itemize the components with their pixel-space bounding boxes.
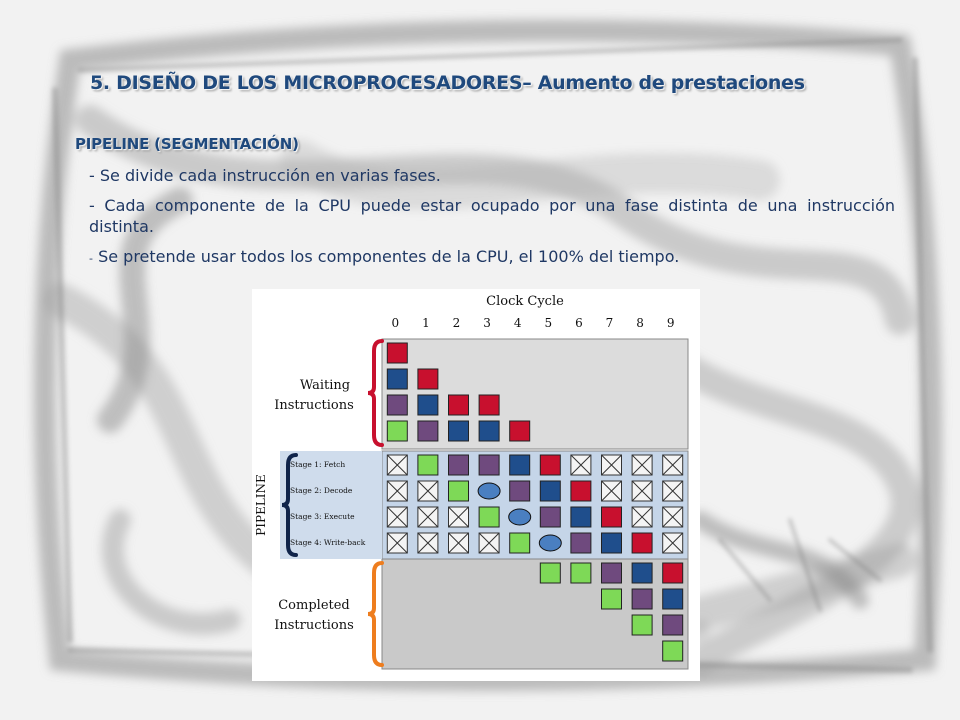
slide-subtitle: PIPELINE (SEGMENTACIÓN) bbox=[75, 135, 299, 153]
waiting-instruction-cell bbox=[449, 421, 469, 441]
cycle-number: 1 bbox=[422, 316, 430, 330]
cycle-number: 6 bbox=[575, 316, 583, 330]
bullet-item bbox=[89, 165, 895, 186]
pipeline-instruction-cell bbox=[510, 455, 530, 475]
pipeline-instruction-cell bbox=[571, 533, 591, 553]
bullet-dash: - bbox=[89, 252, 93, 265]
pipeline-instruction-cell bbox=[479, 455, 499, 475]
waiting-instruction-cell bbox=[510, 421, 530, 441]
waiting-instruction-cell bbox=[387, 343, 407, 363]
waiting-label: Waiting bbox=[299, 378, 351, 393]
pipeline-instruction-cell bbox=[510, 533, 530, 553]
waiting-instruction-cell bbox=[387, 369, 407, 389]
pipeline-instruction-cell bbox=[571, 481, 591, 501]
completed-instruction-cell bbox=[663, 589, 683, 609]
pipeline-instruction-cell bbox=[449, 455, 469, 475]
waiting-instruction-cell bbox=[387, 395, 407, 415]
pipeline-instruction-cell bbox=[449, 481, 469, 501]
bullet-text: Se pretende usar todos los componentes de la CPU, el 100% del tiempo. bbox=[98, 247, 680, 266]
pipeline-instruction-cell bbox=[602, 533, 622, 553]
pipeline-instruction-cell bbox=[602, 507, 622, 527]
cycle-number: 0 bbox=[391, 316, 400, 330]
waiting-instruction-cell bbox=[418, 421, 438, 441]
clock-cycle-header: Clock Cycle bbox=[486, 294, 564, 309]
completed-instruction-cell bbox=[602, 563, 622, 583]
stage-label: Stage 4: Write-back bbox=[290, 538, 366, 547]
completed-label: Completed bbox=[278, 598, 350, 613]
pipeline-bubble bbox=[509, 509, 531, 525]
pipeline-vertical-label: PIPELINE bbox=[254, 474, 268, 536]
pipeline-instruction-cell bbox=[540, 455, 560, 475]
bullet-dash: - bbox=[89, 166, 95, 185]
completed-instruction-cell bbox=[632, 615, 652, 635]
cycle-number: 4 bbox=[513, 316, 522, 330]
cycle-number: 9 bbox=[666, 316, 675, 330]
pipeline-instruction-cell bbox=[632, 533, 652, 553]
waiting-label: Instructions bbox=[274, 398, 354, 413]
pipeline-instruction-cell bbox=[540, 507, 560, 527]
completed-instruction-cell bbox=[632, 589, 652, 609]
stage-label: Stage 3: Execute bbox=[290, 512, 355, 521]
cycle-number: 2 bbox=[452, 316, 461, 330]
waiting-instruction-cell bbox=[479, 395, 499, 415]
waiting-instruction-cell bbox=[418, 395, 438, 415]
bullet-item bbox=[89, 246, 895, 269]
pipeline-bubble bbox=[539, 535, 561, 551]
slide-title: 5. DISEÑO DE LOS MICROPROCESADORES– Aumento de prestaciones bbox=[90, 72, 805, 94]
cycle-number: 8 bbox=[636, 316, 644, 330]
completed-instruction-cell bbox=[632, 563, 652, 583]
completed-instruction-cell bbox=[571, 563, 591, 583]
pipeline-instruction-cell bbox=[540, 481, 560, 501]
bullet-text: Se divide cada instrucción en varias fases. bbox=[99, 166, 441, 185]
bullet-list bbox=[89, 165, 895, 278]
completed-instruction-cell bbox=[663, 615, 683, 635]
bullet-item bbox=[89, 195, 895, 237]
pipeline-instruction-cell bbox=[479, 507, 499, 527]
bullet-text: Cada componente de la CPU puede estar ocupado por una fase distinta de una instrucción distinta. bbox=[89, 196, 895, 236]
bullet-dash: - bbox=[89, 196, 95, 215]
stage-label: Stage 2: Decode bbox=[290, 486, 353, 495]
waiting-instruction-cell bbox=[387, 421, 407, 441]
pipeline-instruction-cell bbox=[418, 455, 438, 475]
pipeline-diagram bbox=[252, 289, 700, 681]
completed-instruction-cell bbox=[540, 563, 560, 583]
waiting-instruction-cell bbox=[418, 369, 438, 389]
completed-instruction-cell bbox=[602, 589, 622, 609]
completed-instruction-cell bbox=[663, 563, 683, 583]
pipeline-bubble bbox=[478, 483, 500, 499]
cycle-number: 7 bbox=[605, 316, 614, 330]
completed-instruction-cell bbox=[663, 641, 683, 661]
completed-label: Instructions bbox=[274, 618, 354, 633]
waiting-instruction-cell bbox=[449, 395, 469, 415]
cycle-number: 3 bbox=[483, 316, 491, 330]
stage-label: Stage 1: Fetch bbox=[290, 460, 346, 469]
cycle-number: 5 bbox=[544, 316, 553, 330]
pipeline-instruction-cell bbox=[510, 481, 530, 501]
waiting-instruction-cell bbox=[479, 421, 499, 441]
pipeline-instruction-cell bbox=[571, 507, 591, 527]
